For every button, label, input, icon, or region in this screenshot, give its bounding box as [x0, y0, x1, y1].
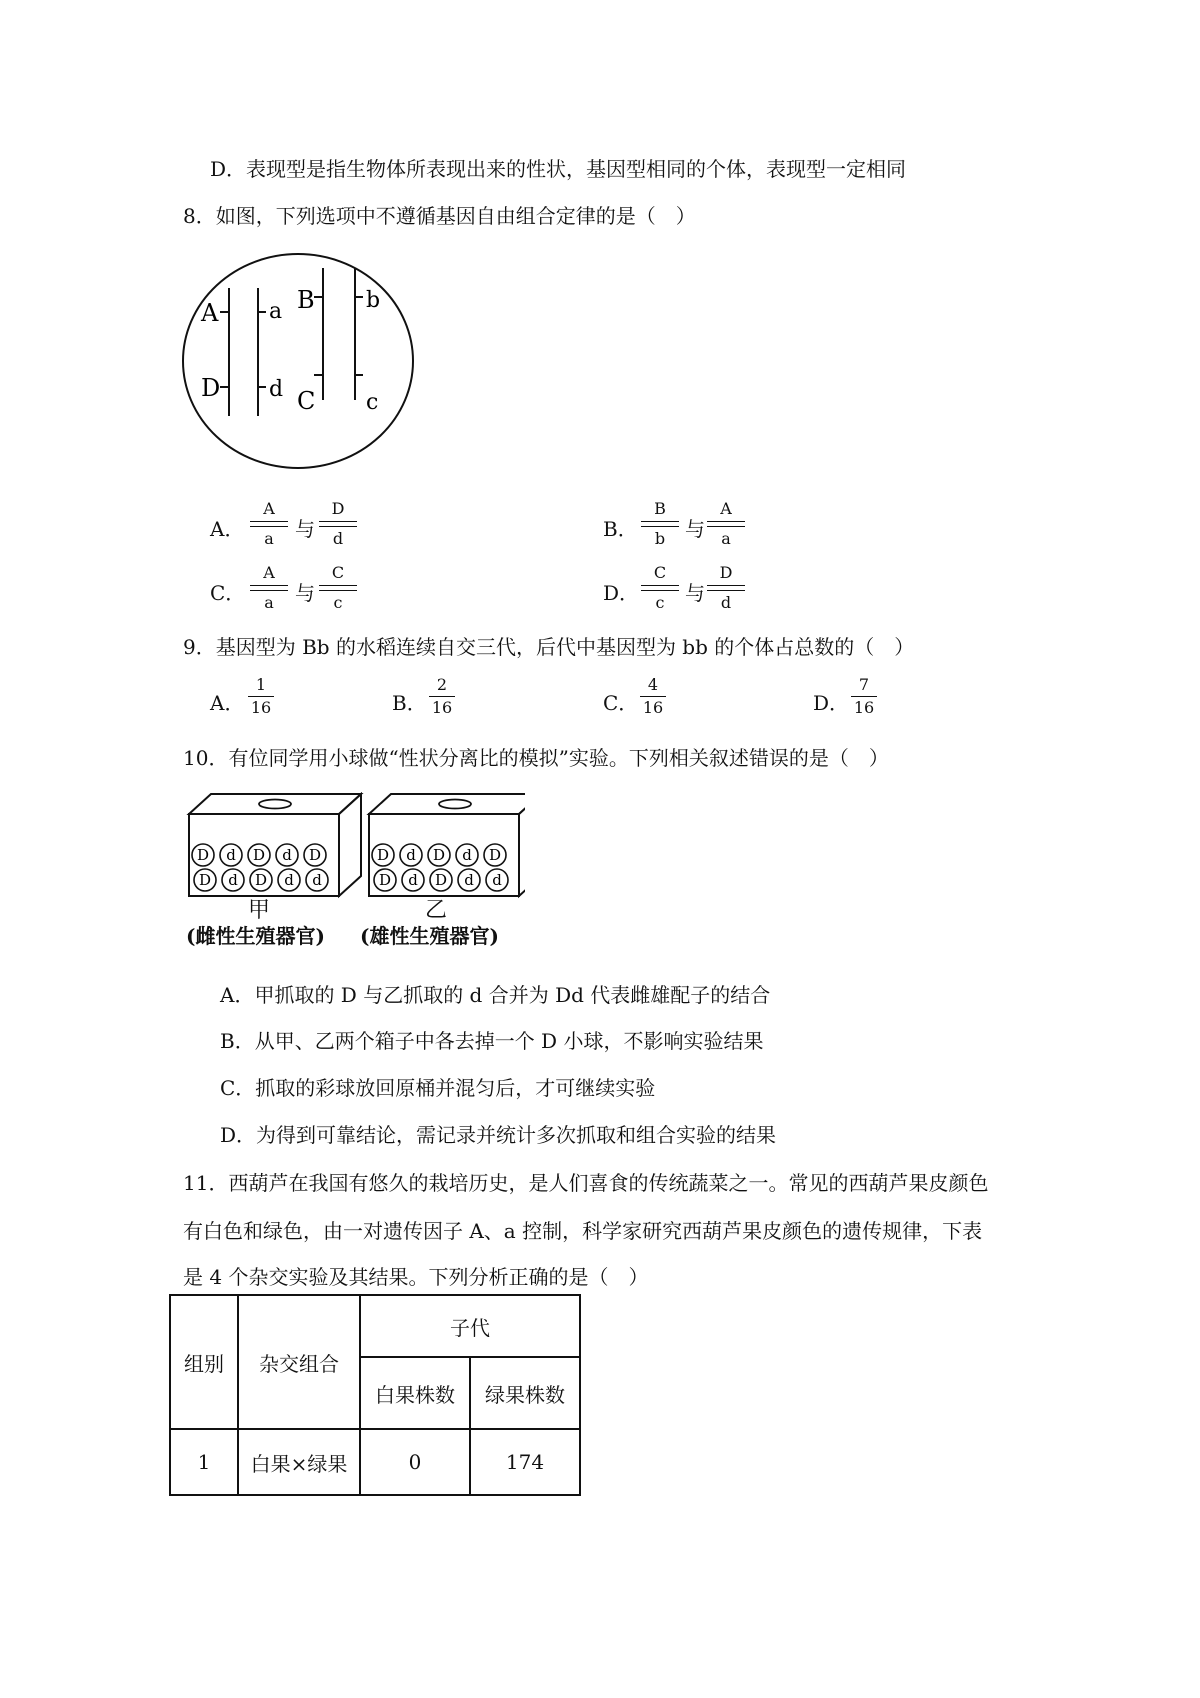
ball-d: [458, 869, 480, 891]
q11-stem-line-1: 11．西葫芦在我国有悠久的栽培历史，是人们喜食的传统蔬菜之一。常见的西葫芦果皮颜色: [183, 1171, 989, 1195]
ball-D: [250, 869, 272, 891]
ball-D: [372, 844, 394, 866]
svg-text:D: D: [252, 846, 266, 864]
q8-option-a-label: A．: [210, 517, 245, 541]
q11-results-table: [169, 1294, 581, 1496]
ball-D: [484, 844, 506, 866]
header-green-count: 绿果株数: [470, 1357, 580, 1429]
header-white-count: 白果株数: [360, 1357, 470, 1429]
ball-D: [248, 844, 270, 866]
table-row: [170, 1429, 580, 1495]
box-jia-caption: (雌性生殖器官): [186, 924, 325, 948]
q8-joiner: 与: [295, 581, 315, 605]
ball-d: [456, 844, 478, 866]
q8-option-a-genotype-1: A a: [250, 500, 288, 548]
allele-label: C: [297, 387, 316, 415]
ball-d: [220, 844, 242, 866]
ball-D: [430, 869, 452, 891]
q8-option-b-genotype-1: B b: [641, 500, 679, 548]
allele-label: b: [366, 288, 381, 313]
q9-option-a-label: A．: [210, 691, 245, 715]
box-yi-caption: (雄性生殖器官): [360, 924, 499, 948]
chromosome-diagram: [178, 248, 418, 478]
svg-text:d: d: [312, 871, 322, 889]
cell-green: 174: [470, 1429, 580, 1495]
q9-option-b-label: B．: [392, 691, 427, 715]
q9-option-c-label: C．: [603, 691, 639, 715]
ball-d: [486, 869, 508, 891]
svg-text:D: D: [488, 846, 502, 864]
q8-joiner: 与: [685, 517, 705, 541]
allele-label: D: [201, 374, 221, 402]
ball-D: [428, 844, 450, 866]
q8-option-b-label: B．: [603, 517, 638, 541]
ball-d: [278, 869, 300, 891]
allele-label: A: [201, 299, 219, 327]
q11-stem-line-3: 是 4 个杂交实验及其结果。下列分析正确的是（ ）: [183, 1265, 649, 1289]
ball-box: [189, 794, 361, 896]
allele-label: a: [269, 299, 283, 324]
svg-text:D: D: [198, 871, 212, 889]
ball-d: [222, 869, 244, 891]
svg-text:d: d: [492, 871, 502, 889]
ball-d: [276, 844, 298, 866]
svg-text:d: d: [228, 871, 238, 889]
svg-text:D: D: [254, 871, 268, 889]
svg-text:D: D: [434, 871, 448, 889]
q9-option-c-fraction: 4 16: [640, 676, 666, 717]
box-jia-name: 甲: [248, 898, 271, 923]
allele-label: B: [297, 286, 315, 314]
ball-D: [374, 869, 396, 891]
q11-stem-line-2: 有白色和绿色，由一对遗传因子 A、a 控制，科学家研究西葫芦果皮颜色的遗传规律，下表: [183, 1219, 983, 1243]
ball-box: [369, 794, 525, 896]
svg-text:d: d: [284, 871, 294, 889]
ball-d: [402, 869, 424, 891]
q8-option-d-genotype-2: D d: [707, 564, 745, 612]
box-yi-name: 乙: [425, 898, 448, 923]
q8-option-c-genotype-2: C c: [319, 564, 357, 612]
svg-text:d: d: [408, 871, 418, 889]
header-offspring: 子代: [360, 1295, 580, 1357]
q8-stem: 8．如图，下列选项中不遵循基因自由组合定律的是（ ）: [183, 204, 696, 228]
q9-option-d-label: D．: [813, 691, 850, 715]
q10-option-b: B．从甲、乙两个箱子中各去掉一个 D 小球，不影响实验结果: [220, 1029, 764, 1053]
svg-text:d: d: [226, 846, 236, 864]
ball-d: [400, 844, 422, 866]
ball-D: [194, 869, 216, 891]
q10-stem: 10．有位同学用小球做“性状分离比的模拟”实验。下列相关叙述错误的是（ ）: [183, 746, 889, 770]
q8-joiner: 与: [295, 517, 315, 541]
svg-text:D: D: [196, 846, 210, 864]
q8-joiner: 与: [685, 581, 705, 605]
q8-option-a-genotype-2: D d: [319, 500, 357, 548]
ball-D: [304, 844, 326, 866]
q10-option-c: C．抓取的彩球放回原桶并混匀后，才可继续实验: [220, 1076, 656, 1100]
q10-option-a: A．甲抓取的 D 与乙抓取的 d 合并为 Dd 代表雌雄配子的结合: [220, 983, 771, 1007]
cell-group: 1: [170, 1429, 238, 1495]
q8-option-c-genotype-1: A a: [250, 564, 288, 612]
allele-label: d: [269, 377, 284, 402]
svg-text:D: D: [432, 846, 446, 864]
svg-text:d: d: [464, 871, 474, 889]
svg-text:d: d: [406, 846, 416, 864]
svg-text:d: d: [282, 846, 292, 864]
header-cross: 杂交组合: [238, 1295, 360, 1429]
header-group: 组别: [170, 1295, 238, 1429]
q8-option-b-genotype-2: A a: [707, 500, 745, 548]
cell-cross: 白果×绿果: [238, 1429, 360, 1495]
svg-text:d: d: [462, 846, 472, 864]
q9-stem: 9．基因型为 Bb 的水稻连续自交三代，后代中基因型为 bb 的个体占总数的（ ）: [183, 635, 915, 659]
svg-text:D: D: [308, 846, 322, 864]
q7-option-d: D．表现型是指生物体所表现出来的性状，基因型相同的个体，表现型一定相同: [210, 157, 907, 181]
q8-option-d-genotype-1: C c: [641, 564, 679, 612]
svg-text:D: D: [378, 871, 392, 889]
q8-option-d-label: D．: [603, 581, 640, 605]
cell-white: 0: [360, 1429, 470, 1495]
gamete-boxes-diagram: [185, 792, 525, 907]
svg-text:D: D: [376, 846, 390, 864]
q9-option-d-fraction: 7 16: [851, 676, 877, 717]
ball-d: [306, 869, 328, 891]
allele-label: c: [366, 390, 379, 415]
q8-option-c-label: C．: [210, 581, 246, 605]
q9-option-a-fraction: 1 16: [248, 676, 274, 717]
q9-option-b-fraction: 2 16: [429, 676, 455, 717]
ball-D: [192, 844, 214, 866]
q10-option-d: D．为得到可靠结论，需记录并统计多次抓取和组合实验的结果: [220, 1123, 777, 1147]
